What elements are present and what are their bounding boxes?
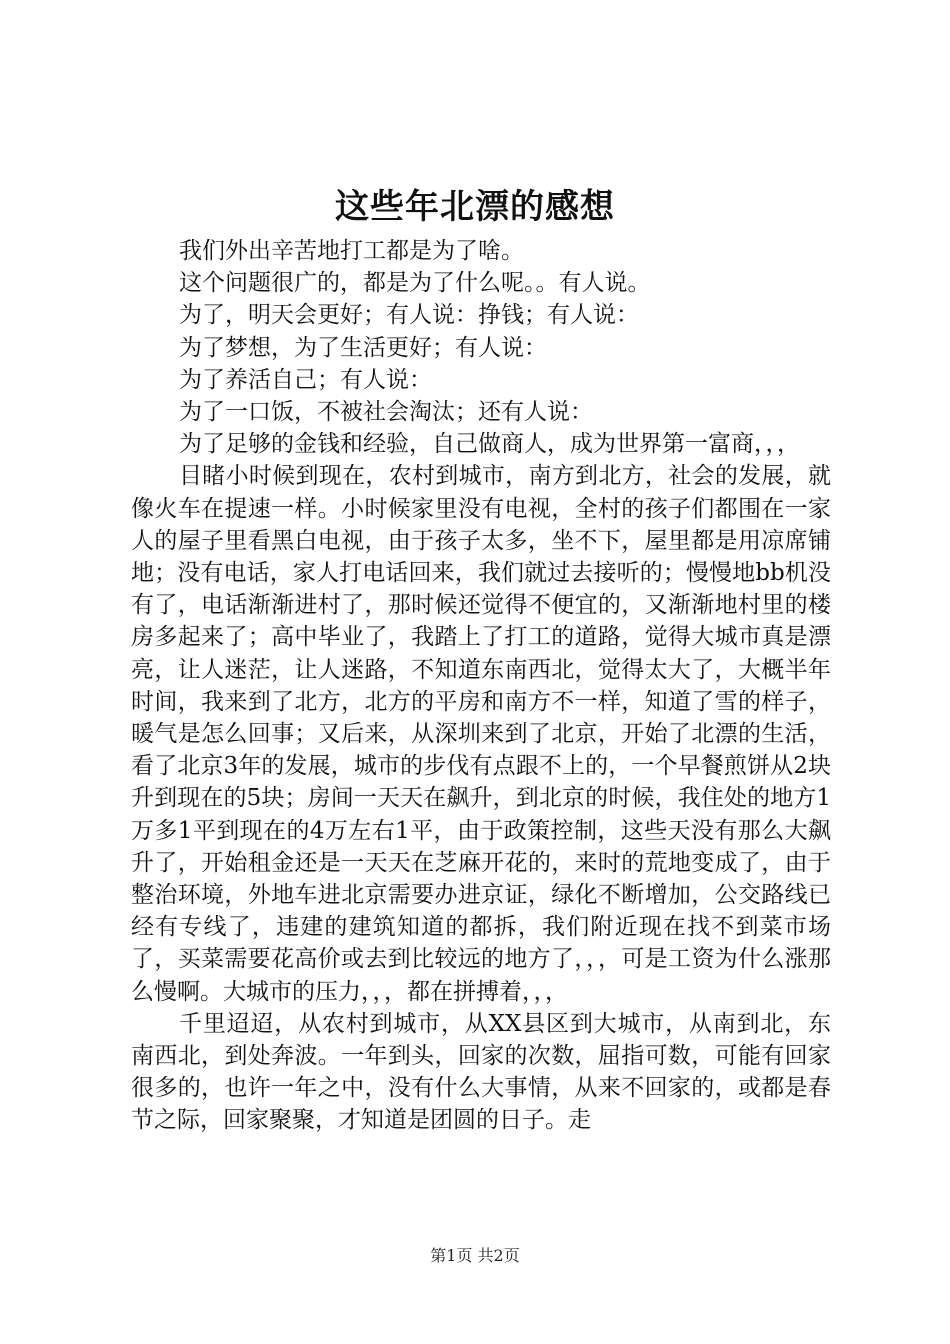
paragraph: 为了足够的金钱和经验，自己做商人，成为世界第一富商，，，: [179, 431, 800, 458]
document-title: 这些年北漂的感想: [335, 187, 615, 227]
text-line: 这个问题很广的，都是为了什么呢。。有人说。: [179, 270, 651, 297]
text-line: 为了一口饭，不被社会淘汰；还有人说：: [179, 399, 593, 426]
paragraph: 千里迢迢，从农村到城市，从XX县区到大城市，从南到北，东南西北，到处奔波。一年到头，回家的次数，屈指可数，可能有回家很多的，也许一年之中，没有什么大事情，从来不回家的，或都是春节之际，回家聚聚，才知道是团圆的日子。走: [131, 1010, 831, 1134]
paragraph: 目睹小时候到现在，农村到城市，南方到北方，社会的发展，就像火车在提速一样。小时候家里没有电视，全村的孩子们都围在一家人的屋子里看黑白电视，由于孩子太多，坐不下，屋里都是用凉席铺地；没有电话，家人打电话回来，我们就过去接听的；慢慢地bb机没有了，电话渐渐进村了，那时候还觉得不便宜的，又渐渐地村里的楼房多起来了；高中毕业了，我踏上了打工的道路，觉得大城市真是漂亮，让人迷茫，让人迷路，不知道东南西北，觉得太大了，大概半年时间，我来到了北方，北方的平房和南方不一样，知道了雪的样子，暖气是怎么回事；又后来，从深圳来到了北京，开始了北漂的生活，看了北京3年的发展，城市的步伐有点跟不上的，一个早餐煎饼从2块升到现在的5块；房间一天天在飙升，到北京的时候，我住处的地方1万多1平到现在的4万左右1平，由于政策控制，这些天没有那么大飙升了，开始租金还是一天天在芝麻开花的，来时的荒地变成了，由于整治环境，外地车进北京需要办进京证，绿化不断增加，公交路线已经有专线了，违建的建筑知道的都拆，我们附近现在找不到菜市场了，买菜需要花高价或去到比较远的地方了，，，可是工资为什么涨那么慢啊。大城市的压力，，，都在拼搏着，，，: [131, 463, 831, 1005]
text-line: 我们外出辛苦地打工都是为了啥。: [179, 238, 524, 264]
text-line: 为了梦想，为了生活更好；有人说：: [179, 334, 547, 361]
page-footer: 第1页 共2页: [430, 1246, 520, 1265]
text-line: 为了养活自己；有人说：: [179, 366, 432, 393]
text-line: 为了，明天会更好；有人说：挣钱；有人说：: [179, 302, 639, 329]
document-body: [131, 235, 831, 1137]
